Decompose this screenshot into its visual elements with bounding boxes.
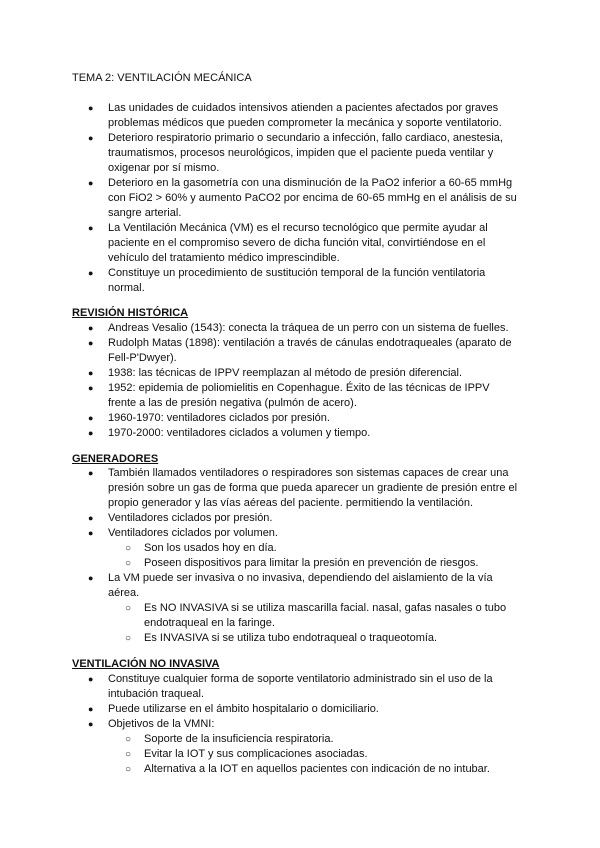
bullet-icon: ● [88,383,94,393]
circle-bullet-icon: ○ [125,558,132,569]
no-invasiva-list [0,672,600,777]
circle-bullet-icon: ○ [125,603,132,614]
bullet-icon: ● [88,468,94,478]
list-item: ● Constituye cualquier forma de soporte ventilatorio administrado sin el uso de la intubación traqueal. [88,673,493,700]
section-heading-historica: REVISIÓN HISTÓRICA [72,307,189,319]
bullet-icon: ● [88,268,94,278]
list-item: ● 1960-1970: ventiladores ciclados por presión. [88,412,330,424]
bullet-icon: ● [88,704,94,714]
sublist [108,601,520,646]
bullet-icon: ● [88,178,94,188]
list-item: ● Objetivos de la VMNI: ○ Soporte de la insuficiencia respiratoria. ○ Evitar la IOT y sus complicaciones asociadas. ○ Alternativa a la IOT en aquellos pacientes con indicación de no intubar. [72,717,520,777]
sub-list-item: ○ Soporte de la insuficiencia respiratoria. [125,733,334,745]
bullet-icon: ● [88,428,94,438]
list-item: ● 1938: las técnicas de IPPV reemplazan al método de presión diferencial. [88,367,463,379]
bullet-icon: ● [88,368,94,378]
sublist [108,541,520,571]
bullet-icon: ● [88,719,94,729]
list-item: ● La Ventilación Mecánica (VM) es el recurso tecnológico que permite ayudar al paciente en el compromiso severo de dicha función vital, convirtiéndose en el vehículo del tratamiento médico imprescindible. [88,222,488,264]
bullet-icon: ● [88,133,94,143]
intro-list [0,101,600,296]
sub-list-item: ○ Evitar la IOT y sus complicaciones asociadas. [125,748,368,760]
list-item: ● Rudolph Matas (1898): ventilación a través de cánulas endotraqueales (aparato de Fell-P'Dwyer). [88,337,512,364]
bullet-icon: ● [88,528,94,538]
sub-list-item: ○ Poseen dispositivos para limitar la presión en prevención de riesgos. [125,557,479,569]
list-item: ● Constituye un procedimiento de sustitución temporal de la función ventilatoria normal. [88,267,486,294]
bullet-icon: ● [88,513,94,523]
bullet-icon: ● [88,413,94,423]
generadores-list [0,466,600,646]
bullet-icon: ● [88,338,94,348]
sub-list-item: ○ Son los usados hoy en día. [125,542,277,554]
circle-bullet-icon: ○ [125,633,132,644]
bullet-icon: ● [88,674,94,684]
list-item: ● 1952: epidemia de poliomielitis en Copenhague. Éxito de las técnicas de IPPV frente a las de presión negativa (pulmón de acero). [88,382,490,409]
sub-list-item: ○ Es NO INVASIVA si se utiliza mascarilla facial. nasal, gafas nasales o tubo endotraqueal en la faringe. [125,602,507,629]
document-title: TEMA 2: VENTILACIÓN MECÁNICA [72,72,252,84]
sublist [108,732,520,777]
sub-list-item: ○ Es INVASIVA si se utiliza tubo endotraqueal o traqueotomía. [125,632,438,644]
list-item: ● 1970-2000: ventiladores ciclados a volumen y tiempo. [88,427,371,439]
list-item: ● También llamados ventiladores o respiradores son sistemas capaces de crear una presión sobre un gas de forma que pueda aparecer un gradiente de presión entre el propio generador y las vías aéreas del paciente. permitiendo la ventilación. [88,467,518,509]
bullet-icon: ● [88,223,94,233]
sub-list-item: ○ Alternativa a la IOT en aquellos pacientes con indicación de no intubar. [125,763,490,775]
list-item: ● Las unidades de cuidados intensivos atienden a pacientes afectados por graves problemas médicos que pueden comprometer la mecánica y soporte ventilatorio. [88,102,502,129]
section-heading-no-invasiva: VENTILACIÓN NO INVASIVA [72,658,220,670]
list-item: ● Puede utilizarse en el ámbito hospitalario o domiciliario. [88,703,379,715]
list-item: ● Ventiladores ciclados por volumen. ○ Son los usados hoy en día. ○ Poseen dispositivos para limitar la presión en prevención de riesgos. [72,526,520,571]
list-item: ● Ventiladores ciclados por presión. [88,512,273,524]
circle-bullet-icon: ○ [125,749,132,760]
section-heading-generadores: GENERADORES [72,453,159,465]
circle-bullet-icon: ○ [125,764,132,775]
list-item: ● Deterioro en la gasometría con una disminución de la PaO2 inferior a 60-65 mmHg con FiO2 > 60% y aumento PaCO2 por encima de 60-65 mmHg en el análisis de su sangre arterial. [88,177,517,219]
bullet-icon: ● [88,573,94,583]
bullet-icon: ● [88,103,94,113]
circle-bullet-icon: ○ [125,734,132,745]
bullet-icon: ● [88,323,94,333]
list-item: ● Deterioro respiratorio primario o secundario a infección, fallo cardiaco, anestesia, traumatismos, procesos neurológicos, impiden que el paciente pueda ventilar y oxigenar por sí mismo. [88,132,503,174]
historica-list [0,321,600,441]
circle-bullet-icon: ○ [125,543,132,554]
list-item: ● La VM puede ser invasiva o no invasiva, dependiendo del aislamiento de la vía aérea. ○ Es NO INVASIVA si se utiliza mascarilla facial. nasal, gafas nasales o tubo endotraqueal en la faringe. ○ Es INVASIVA si se utiliza tubo endotraqueal o traqueotomía. [72,571,520,646]
list-item: ● Andreas Vesalio (1543): conecta la tráquea de un perro con un sistema de fuelles. [88,322,509,334]
